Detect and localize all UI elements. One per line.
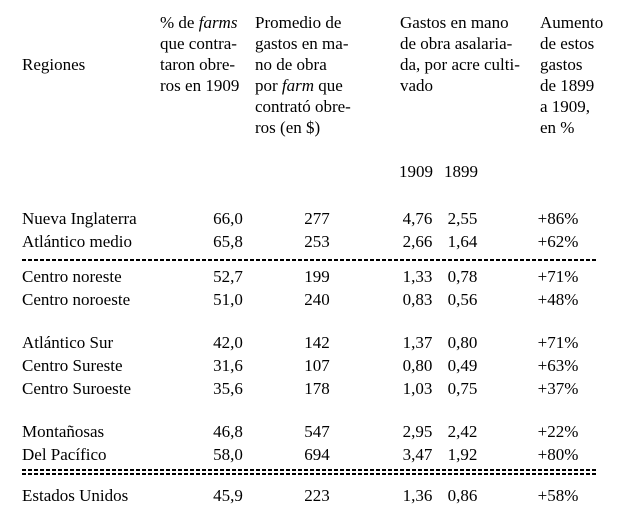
header-avg-expense: [255, 12, 397, 138]
pct-farms-cell: 52,7: [213, 266, 243, 286]
header-line: de estos: [540, 34, 595, 53]
header-line: gastos en ma-: [255, 34, 349, 53]
header-line: contrató obre-: [255, 97, 351, 116]
header-line: Promedio de: [255, 13, 342, 32]
wage-1899-cell: 0,49: [447, 355, 478, 375]
header-line: en %: [540, 118, 575, 137]
header-line: no de obra: [255, 55, 327, 74]
pct-farms-cell: 35,6: [213, 378, 243, 398]
header-year-1909: 1909: [399, 162, 433, 181]
avg-expense-cell: 142: [304, 332, 330, 352]
table-row: [22, 207, 609, 230]
region-cell: Nueva Inglaterra: [22, 208, 137, 228]
wage-1899-cell: 0,56: [447, 289, 478, 309]
table-row: [22, 288, 609, 311]
table-row: [22, 377, 609, 400]
wage-1909-cell: 2,66: [402, 231, 433, 251]
wage-1909-cell: 0,80: [402, 355, 433, 375]
header-year-1899: 1899: [444, 162, 478, 181]
pct-farms-cell: 45,9: [213, 485, 243, 505]
avg-expense-cell: 199: [304, 266, 330, 286]
region-cell: Centro Suroeste: [22, 378, 132, 398]
region-cell: Estados Unidos: [22, 485, 129, 505]
pct-farms-cell: 65,8: [213, 231, 243, 251]
wage-1899-cell: 0,75: [447, 378, 478, 398]
region-cell: Centro Sureste: [22, 355, 123, 375]
header-line: ros en 1909: [160, 76, 240, 95]
increase-cell: +37%: [537, 378, 579, 398]
header-line: vado: [400, 76, 434, 95]
avg-expense-cell: 178: [304, 378, 330, 398]
wage-1909-cell: 1,37: [402, 332, 433, 352]
table-row: [22, 484, 609, 507]
header-wage-per-acre: [400, 12, 548, 96]
table-row: [22, 265, 609, 288]
table-row: [22, 354, 609, 377]
avg-expense-cell: 223: [304, 485, 330, 505]
table-row: [22, 420, 609, 443]
avg-expense-cell: 277: [304, 208, 330, 228]
avg-expense-cell: 694: [304, 444, 330, 464]
wage-1909-cell: 1,33: [402, 266, 433, 286]
region-cell: Centro noreste: [22, 266, 122, 286]
header-line: Gastos en mano: [400, 13, 509, 32]
row-group-gap: [22, 400, 609, 420]
pct-farms-cell: 42,0: [213, 332, 243, 352]
region-cell: Del Pacífico: [22, 444, 107, 464]
avg-expense-cell: 547: [304, 421, 330, 441]
table-row: [22, 331, 609, 354]
pct-farms-cell: 51,0: [213, 289, 243, 309]
wage-1909-cell: 1,36: [402, 485, 433, 505]
increase-cell: +71%: [537, 332, 579, 352]
wage-1899-cell: 0,78: [447, 266, 478, 286]
pct-farms-cell: 58,0: [213, 444, 243, 464]
increase-cell: +80%: [537, 444, 579, 464]
wage-1909-cell: 0,83: [402, 289, 433, 309]
header-increase: [540, 12, 630, 138]
wage-1899-cell: 0,86: [447, 485, 478, 505]
wage-1899-cell: 1,92: [447, 444, 478, 464]
avg-expense-cell: 253: [304, 231, 330, 251]
wage-1909-cell: 2,95: [402, 421, 433, 441]
separator-double-dashed-line: [22, 469, 597, 475]
header-line: ros (en $): [255, 118, 321, 137]
header-regions: Regiones: [22, 55, 86, 74]
pct-farms-cell: 66,0: [213, 208, 243, 228]
increase-cell: +63%: [537, 355, 579, 375]
wage-1909-cell: 1,03: [402, 378, 433, 398]
region-cell: Centro noroeste: [22, 289, 131, 309]
pct-farms-cell: 46,8: [213, 421, 243, 441]
increase-cell: +71%: [537, 266, 579, 286]
increase-cell: +48%: [537, 289, 579, 309]
wage-1909-cell: 4,76: [402, 208, 433, 228]
wage-1899-cell: 2,55: [447, 208, 478, 228]
header-line: gastos: [540, 55, 583, 74]
header-line: Aumento: [540, 13, 604, 32]
header-line: % de farms: [160, 13, 238, 32]
region-cell: Montañosas: [22, 421, 105, 441]
separator-single-dashed-line: [22, 259, 597, 261]
wage-1899-cell: 1,64: [447, 231, 478, 251]
header-line: taron obre-: [160, 55, 236, 74]
pct-farms-cell: 31,6: [213, 355, 243, 375]
wage-1899-cell: 2,42: [447, 421, 478, 441]
increase-cell: +86%: [537, 208, 579, 228]
table-row: [22, 230, 609, 253]
wage-1909-cell: 3,47: [402, 444, 433, 464]
table-header: [0, 0, 631, 195]
table-row: [22, 443, 609, 466]
header-line: de 1899: [540, 76, 595, 95]
header-line: de obra asalaria-: [400, 34, 513, 53]
header-line: da, por acre culti-: [400, 55, 520, 74]
region-cell: Atlántico Sur: [22, 332, 114, 352]
avg-expense-cell: 240: [304, 289, 330, 309]
increase-cell: +62%: [537, 231, 579, 251]
header-year-row: [399, 161, 478, 182]
avg-expense-cell: 107: [304, 355, 330, 375]
wage-1899-cell: 0,80: [447, 332, 478, 352]
table-body: [0, 207, 631, 507]
header-line: a 1909,: [540, 97, 591, 116]
increase-cell: +22%: [537, 421, 579, 441]
header-line: por farm que: [255, 76, 343, 95]
header-line: que contra-: [160, 34, 237, 53]
region-cell: Atlántico medio: [22, 231, 133, 251]
header-pct-farms: [160, 12, 260, 96]
row-group-gap: [22, 311, 609, 331]
increase-cell: +58%: [537, 485, 579, 505]
